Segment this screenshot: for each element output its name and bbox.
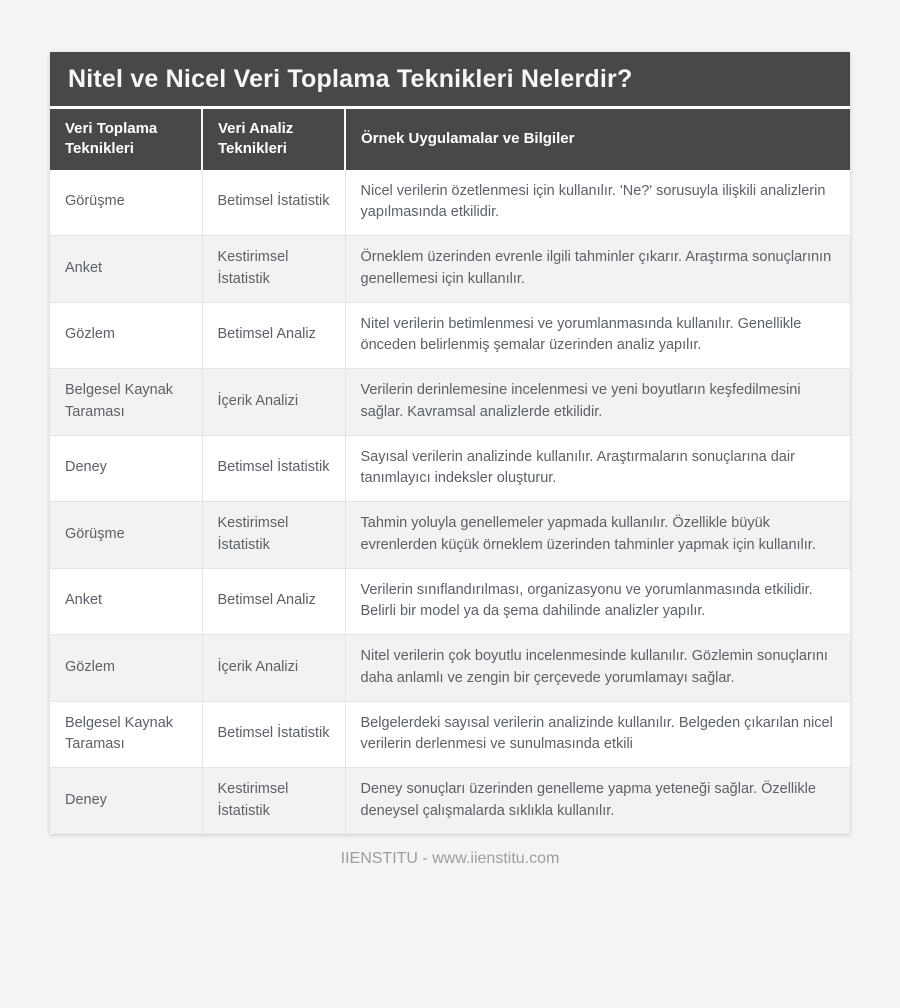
cell-collection-technique: Görüşme bbox=[50, 170, 202, 236]
table-row bbox=[50, 369, 850, 436]
cell-analysis-technique: İçerik Analizi bbox=[202, 369, 345, 436]
table-row bbox=[50, 302, 850, 369]
cell-description: Tahmin yoluyla genellemeler yapmada kullanılır. Özellikle büyük evrenlerden küçük örneklem üzerinden tahminler yapmak için kullanılır. bbox=[345, 502, 850, 569]
column-header-examples: Örnek Uygulamalar ve Bilgiler bbox=[345, 109, 850, 170]
table-row bbox=[50, 568, 850, 635]
cell-description: Verilerin sınıflandırılması, organizasyonu ve yorumlanmasında etkilidir. Belirli bir model ya da şema dahilinde analizler yapılır. bbox=[345, 568, 850, 635]
cell-collection-technique: Belgesel Kaynak Taraması bbox=[50, 701, 202, 768]
cell-description: Belgelerdeki sayısal verilerin analizinde kullanılır. Belgeden çıkarılan nicel verilerin derlenmesi ve sunulmasında etkili bbox=[345, 701, 850, 768]
cell-description: Örneklem üzerinden evrenle ilgili tahminler çıkarır. Araştırma sonuçlarının genellemesi için kullanılır. bbox=[345, 236, 850, 303]
cell-analysis-technique: Betimsel İstatistik bbox=[202, 170, 345, 236]
table-row bbox=[50, 170, 850, 236]
table-row bbox=[50, 768, 850, 834]
cell-collection-technique: Görüşme bbox=[50, 502, 202, 569]
page-title: Nitel ve Nicel Veri Toplama Teknikleri Nelerdir? bbox=[50, 52, 850, 106]
cell-description: Deney sonuçları üzerinden genelleme yapma yeteneği sağlar. Özellikle deneysel çalışmalarda sıklıkla kullanılır. bbox=[345, 768, 850, 834]
cell-description: Sayısal verilerin analizinde kullanılır. Araştırmaların sonuçlarına dair tanımlayıcı indeksler oluşturur. bbox=[345, 435, 850, 502]
cell-analysis-technique: Kestirimsel İstatistik bbox=[202, 502, 345, 569]
cell-analysis-technique: Betimsel İstatistik bbox=[202, 701, 345, 768]
column-header-analysis-techniques: Veri Analiz Teknikleri bbox=[202, 109, 345, 170]
header-row bbox=[50, 109, 850, 170]
cell-analysis-technique: Kestirimsel İstatistik bbox=[202, 236, 345, 303]
table-row bbox=[50, 435, 850, 502]
cell-description: Nicel verilerin özetlenmesi için kullanılır. 'Ne?' sorusuyla ilişkili analizlerin yapılmasında etkilidir. bbox=[345, 170, 850, 236]
cell-description: Nitel verilerin çok boyutlu incelenmesinde kullanılır. Gözlemin sonuçlarını daha anlamlı ve zengin bir çerçevede yorumlamayı sağlar. bbox=[345, 635, 850, 702]
infographic-card bbox=[50, 52, 850, 834]
cell-analysis-technique: Betimsel İstatistik bbox=[202, 435, 345, 502]
data-table bbox=[50, 109, 850, 834]
table-row bbox=[50, 502, 850, 569]
cell-collection-technique: Anket bbox=[50, 236, 202, 303]
cell-collection-technique: Deney bbox=[50, 435, 202, 502]
column-header-collection-techniques: Veri Toplama Teknikleri bbox=[50, 109, 202, 170]
table-body bbox=[50, 170, 850, 834]
cell-collection-technique: Deney bbox=[50, 768, 202, 834]
cell-description: Nitel verilerin betimlenmesi ve yorumlanmasında kullanılır. Genellikle önceden belirlenmiş şemalar üzerinden analiz yapılır. bbox=[345, 302, 850, 369]
cell-collection-technique: Belgesel Kaynak Taraması bbox=[50, 369, 202, 436]
table-row bbox=[50, 236, 850, 303]
cell-collection-technique: Anket bbox=[50, 568, 202, 635]
table-row bbox=[50, 701, 850, 768]
table-row bbox=[50, 635, 850, 702]
cell-analysis-technique: İçerik Analizi bbox=[202, 635, 345, 702]
footer-credit: IIENSTITU - www.iienstitu.com bbox=[340, 849, 560, 867]
cell-analysis-technique: Betimsel Analiz bbox=[202, 568, 345, 635]
cell-collection-technique: Gözlem bbox=[50, 635, 202, 702]
cell-analysis-technique: Kestirimsel İstatistik bbox=[202, 768, 345, 834]
cell-collection-technique: Gözlem bbox=[50, 302, 202, 369]
cell-description: Verilerin derinlemesine incelenmesi ve yeni boyutların keşfedilmesini sağlar. Kavramsal analizlerde etkilidir. bbox=[345, 369, 850, 436]
cell-analysis-technique: Betimsel Analiz bbox=[202, 302, 345, 369]
